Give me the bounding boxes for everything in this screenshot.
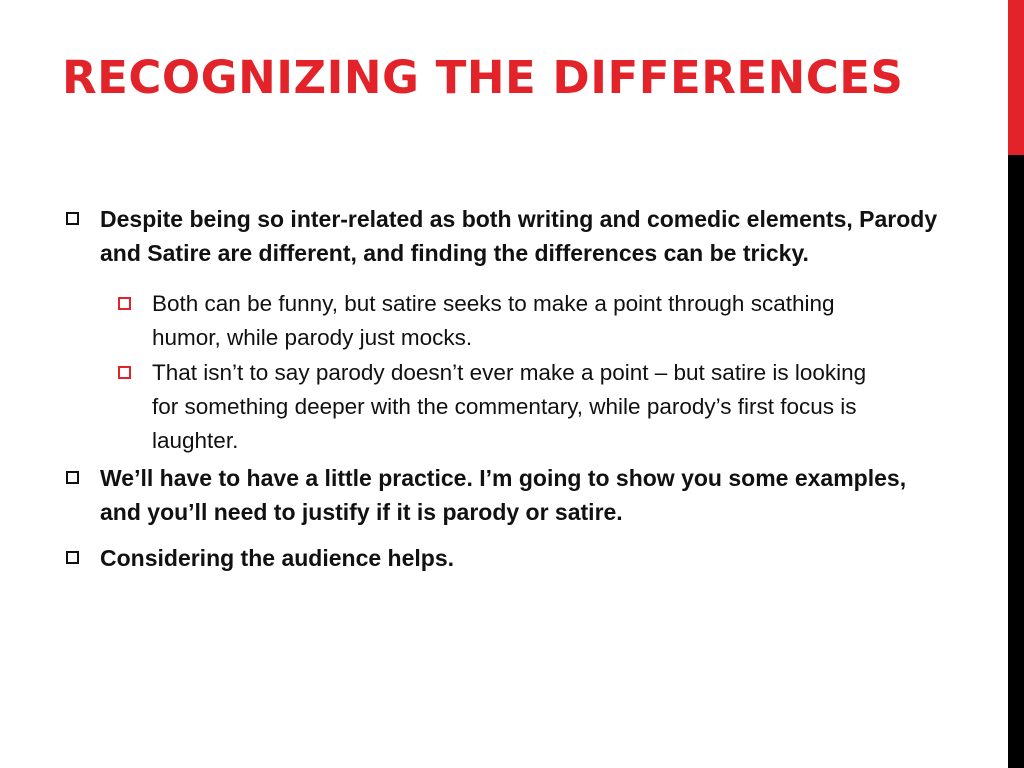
checkbox-square-icon — [66, 551, 79, 564]
side-accent-bar-red — [1008, 0, 1024, 155]
sub-bullet-text: Both can be funny, but satire seeks to make a point through scathing humor, while parody just mocks. — [152, 291, 835, 350]
slide-title: RECOGNIZING THE DIFFERENCES — [62, 51, 904, 104]
bullet-text: Despite being so inter-related as both writing and comedic elements, Parody and Satire are different, and finding the differences can be tricky. — [100, 206, 938, 266]
checkbox-square-icon — [118, 366, 131, 379]
bullet-item — [62, 202, 942, 270]
sub-bullet-text: That isn’t to say parody doesn’t ever make a point – but satire is looking for something deeper with the commentary, while parody’s first focus is laughter. — [152, 360, 867, 453]
checkbox-square-icon — [118, 297, 131, 310]
checkbox-square-icon — [66, 212, 79, 225]
bullet-list — [62, 202, 942, 575]
checkbox-square-icon — [66, 471, 79, 484]
bullet-text: Considering the audience helps. — [100, 545, 455, 571]
bullet-item — [62, 541, 942, 575]
side-accent-bar-black — [1008, 155, 1024, 768]
sub-bullet-item — [114, 356, 872, 458]
bullet-item — [62, 461, 942, 529]
bullet-text: We’ll have to have a little practice. I’m going to show you some examples, and you’ll need to justify if it is parody or satire. — [100, 465, 907, 525]
sub-bullet-item — [114, 287, 872, 355]
